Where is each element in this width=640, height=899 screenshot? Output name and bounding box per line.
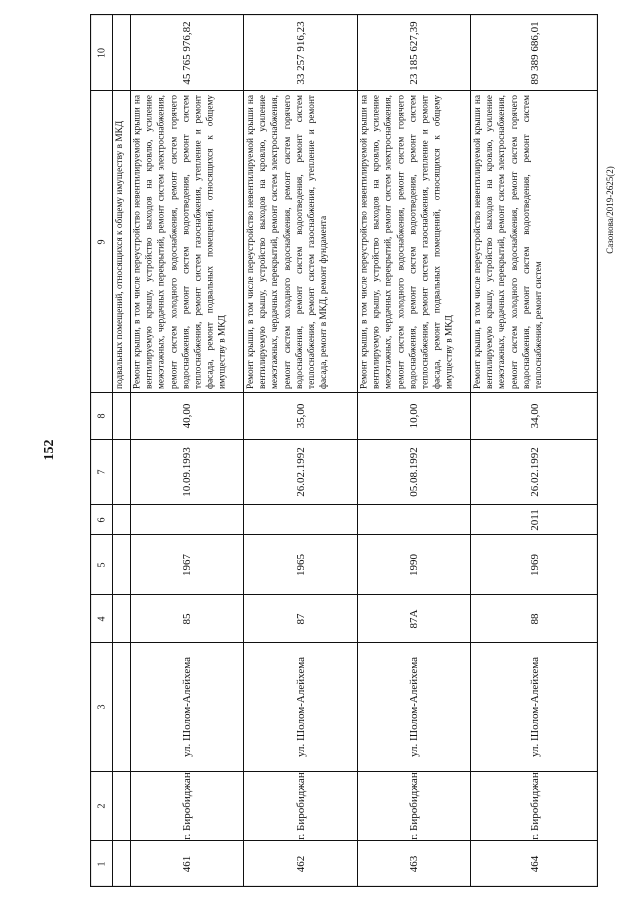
table-cell-wear-text: 35,00 xyxy=(294,403,307,429)
header-cell-text: 5 xyxy=(96,562,107,567)
table-cell-house-text: 87А xyxy=(408,609,420,628)
table-cell-year-built xyxy=(471,535,598,594)
table-cell-date xyxy=(358,440,470,504)
header-cell xyxy=(91,393,112,439)
table-cell-wear-text: 34,00 xyxy=(528,403,541,429)
table-cell-wear xyxy=(244,393,357,439)
work-description-cell-text: Ремонт крыши, в том числе переустройство невентилируемой крыши на вентилируемую крышу, устройство выходов на кровлю, усиление межэтажных, чердачных перекрытий, ремонт систем электроснабжения, ремонт систем холодного водоснабжения, ремонт систем горячего водоснабжения, ремонт систем водоотведения, ремонт систем теплоснабжения, ремонт систем газоснабжения, утепление и ремонт фасада, ремонт в МКД, ремонт фундамента xyxy=(245,94,329,389)
work-description-cell xyxy=(358,91,470,392)
data-table xyxy=(90,14,598,887)
header-cell-text: 2 xyxy=(96,803,107,809)
table-cell-wear xyxy=(131,393,243,439)
table-cell-num-text: 462 xyxy=(294,855,307,873)
table-cell-year-renov xyxy=(244,505,357,534)
header-cell-text: 8 xyxy=(96,413,107,419)
table-cell-year-renov xyxy=(358,505,470,534)
table-cell-cost-text: 33 257 916,23 xyxy=(294,20,307,85)
table-cell-house-text: 88 xyxy=(528,613,541,624)
work-description-cell xyxy=(244,91,357,392)
table-cell-street xyxy=(131,643,243,771)
header-cell xyxy=(91,91,112,392)
table-cell-num xyxy=(131,841,243,887)
table-cell-num xyxy=(244,841,357,887)
table-cell-street-text: ул. Шолом-Алейхема xyxy=(528,657,541,757)
table-cell-num xyxy=(471,841,598,887)
table-cell-house xyxy=(471,595,598,642)
table-cell-year-built-text: 1969 xyxy=(528,553,541,576)
table-cell-cost xyxy=(358,15,470,90)
header-cell xyxy=(91,595,112,642)
table-cell-cost xyxy=(471,15,598,90)
table-cell-street xyxy=(244,643,357,771)
table-cell-year-built xyxy=(244,535,357,594)
table-cell-date xyxy=(244,440,357,504)
header-cell-text: 6 xyxy=(96,517,107,522)
table-cell-street-text: ул. Шолом-Алейхема xyxy=(294,657,307,757)
table-cell-year-built-text: 1990 xyxy=(408,553,420,576)
table-cell-house-text: 87 xyxy=(294,613,307,624)
table-cell-city xyxy=(471,772,598,840)
table-cell-cost xyxy=(244,15,357,90)
table-cell-num-text: 463 xyxy=(408,855,420,873)
table-cell-year-renov-text: 2011 xyxy=(528,508,541,531)
table-cell-cost xyxy=(131,15,243,90)
document-code-text: Сазонова/2019-2625(2) xyxy=(605,166,615,254)
table-cell-house xyxy=(131,595,243,642)
table-cell-city-text: г. Биробиджан xyxy=(294,772,307,840)
table-cell-wear xyxy=(358,393,470,439)
table-cell-num xyxy=(358,841,470,887)
table-cell-wear-text: 10,00 xyxy=(408,403,420,429)
table-cell-date-text: 05.08.1992 xyxy=(408,447,420,497)
header-cell-text: 9 xyxy=(96,239,107,244)
table-cell-house xyxy=(244,595,357,642)
table-cell-city-text: г. Биробиджан xyxy=(181,772,193,840)
table-cell-city xyxy=(244,772,357,840)
work-description-cell xyxy=(131,91,243,392)
table-cell-date xyxy=(131,440,243,504)
table-cell-street-text: ул. Шолом-Алейхема xyxy=(408,657,420,757)
header-cell xyxy=(91,643,112,771)
table-cell-wear-text: 40,00 xyxy=(181,403,193,429)
table-cell-cost-text: 45 765 976,82 xyxy=(181,20,193,85)
table-cell-street-text: ул. Шолом-Алейхема xyxy=(181,657,193,757)
table-cell-year-built-text: 1967 xyxy=(181,553,193,576)
header-cell-text: 3 xyxy=(96,704,107,710)
table-cell-cost-text: 89 389 686,01 xyxy=(528,20,541,85)
table-cell-num-text: 464 xyxy=(528,855,541,873)
header-cell xyxy=(91,505,112,534)
work-description-cell-text: Ремонт крыши, в том числе переустройство невентилируемой крыши на вентилируемую крышу, устройство выходов на кровлю, усиление межэтажных, чердачных перекрытий, ремонт систем электроснабжения, ремонт систем холодного водоснабжения, ремонт систем горячего водоснабжения, ремонт систем водоотведения, ремонт систем теплоснабжения, ремонт систем газоснабжения, утепление и ремонт фасада, ремонт подвальных помещений, относящихся к общему имуществу в МКД xyxy=(132,94,228,389)
table-cell-date-text: 26.02.1992 xyxy=(528,447,541,497)
table-cell-city xyxy=(131,772,243,840)
table-cell-house xyxy=(358,595,470,642)
header-cell xyxy=(91,15,112,90)
table-cell-city-text: г. Биробиджан xyxy=(528,772,541,840)
header-cell-text: 1 xyxy=(96,861,107,867)
header-cell xyxy=(91,440,112,504)
table-cell-date xyxy=(471,440,598,504)
table-cell-house-text: 85 xyxy=(181,613,193,624)
work-description-cell-text: Ремонт крыши, в том числе переустройство невентилируемой крыши на вентилируемую крышу, устройство выходов на кровлю, усиление межэтажных, чердачных перекрытий, ремонт систем электроснабжения, ремонт систем холодного водоснабжения, ремонт систем горячего водоснабжения, ремонт систем водоотведения, ремонт систем теплоснабжения, ремонт систем xyxy=(472,94,544,389)
carryover-work-cell-text: подвальных помещений, относящихся к общему имуществу в МКД xyxy=(114,120,125,389)
table-cell-num-text: 461 xyxy=(181,855,193,873)
table-cell-date-text: 26.02.1992 xyxy=(294,447,307,497)
table-cell-year-renov xyxy=(471,505,598,534)
table-cell-city xyxy=(358,772,470,840)
table-cell-wear xyxy=(471,393,598,439)
document-code xyxy=(600,150,620,270)
page-number: 152 xyxy=(42,439,57,461)
work-description-cell xyxy=(471,91,598,392)
table-cell-year-built xyxy=(131,535,243,594)
work-description-cell-text: Ремонт крыши, в том числе переустройство невентилируемой крыши на вентилируемую крышу, устройство выходов на кровлю, усиление межэтажных, чердачных перекрытий, ремонт систем электроснабжения, ремонт систем холодного водоснабжения, ремонт систем горячего водоснабжения, ремонт систем водоотведения, ремонт систем теплоснабжения, ремонт систем газоснабжения, утепление и ремонт фасада, ремонт подвальных помещений, относящихся к общему имуществу в МКД xyxy=(359,94,455,389)
header-cell-text: 7 xyxy=(96,469,107,475)
header-cell xyxy=(91,535,112,594)
table-cell-year-renov xyxy=(131,505,243,534)
header-cell-text: 4 xyxy=(96,616,107,621)
table-cell-year-built xyxy=(358,535,470,594)
table-cell-year-built-text: 1965 xyxy=(294,553,307,576)
header-cell-text: 10 xyxy=(96,47,107,58)
table-cell-cost-text: 23 185 627,39 xyxy=(408,20,420,85)
table-cell-date-text: 10.09.1993 xyxy=(181,447,193,497)
table-cell-street xyxy=(471,643,598,771)
carryover-work-cell xyxy=(113,91,130,392)
header-cell xyxy=(91,772,112,840)
table-cell-city-text: г. Биробиджан xyxy=(408,772,420,840)
header-cell xyxy=(91,841,112,887)
table-cell-street xyxy=(358,643,470,771)
